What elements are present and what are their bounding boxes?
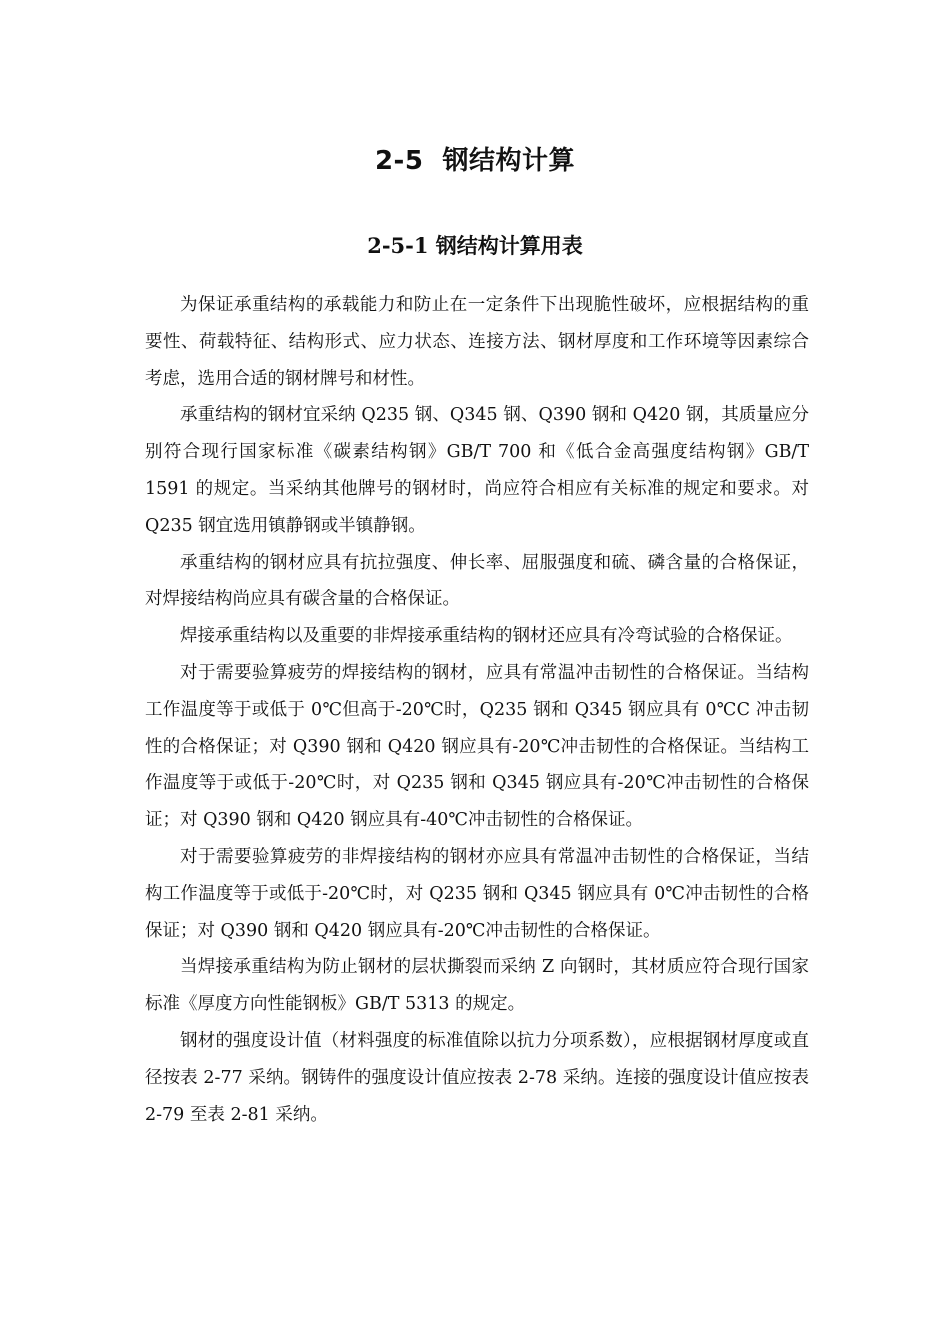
paragraph: 承重结构的钢材宜采纳 Q235 钢、Q345 钢、Q390 钢和 Q420 钢，其质量应分别符合现行国家标准《碳素结构钢》GB/T 700 和《低合金高强度结构钢》GB/T 1591 的规定。当采纳其他牌号的钢材时，尚应符合相应有关标准的规定和要求。对 Q235 钢宜选用镇静钢或半镇静钢。: [145, 405, 809, 536]
paragraph: 承重结构的钢材应具有抗拉强度、伸长率、屈服强度和硫、磷含量的合格保证，对焊接结构尚应具有碳含量的合格保证。: [145, 552, 809, 610]
paragraph: 对于需要验算疲劳的焊接结构的钢材，应具有常温冲击韧性的合格保证。当结构工作温度等于或低于 0℃但高于-20℃时，Q235 钢和 Q345 钢应具有 0℃C 冲击韧性的合格保证；对 Q390 钢和 Q420 钢应具有-20℃冲击韧性的合格保证。当结构工作温度等于或低于-20℃时，对 Q235 钢和 Q345 钢应具有-20℃冲击韧性的合格保证；对 Q390 钢和 Q420 钢应具有-40℃冲击韧性的合格保证。: [145, 662, 809, 831]
paragraph: 焊接承重结构以及重要的非焊接承重结构的钢材还应具有冷弯试验的合格保证。: [180, 626, 793, 647]
paragraph: 当焊接承重结构为防止钢材的层状撕裂而采纳 Z 向钢时，其材质应符合现行国家标准《厚度方向性能钢板》GB/T 5313 的规定。: [145, 957, 809, 1015]
paragraph: 钢材的强度设计值（材料强度的标准值除以抗力分项系数），应根据钢材厚度或直径按表 2-77 采纳。钢铸件的强度设计值应按表 2-78 采纳。连接的强度设计值应按表 2-79 至表 2-81 采纳。: [145, 1030, 809, 1125]
paragraph: 为保证承重结构的承载能力和防止在一定条件下出现脆性破坏，应根据结构的重要性、荷载特征、结构形式、应力状态、连接方法、钢材厚度和工作环境等因素综合考虑，选用合适的钢材牌号和材性。: [145, 295, 809, 389]
body-text: [145, 287, 809, 1133]
section-title: 2-5-1 钢结构计算用表: [367, 233, 583, 258]
paragraph: 对于需要验算疲劳的非焊接结构的钢材亦应具有常温冲击韧性的合格保证，当结构工作温度等于或低于-20℃时，对 Q235 钢和 Q345 钢应具有 0℃冲击韧性的合格保证；对 Q390 钢和 Q420 钢应具有-20℃冲击韧性的合格保证。: [145, 846, 809, 941]
page-title: 2-5 钢结构计算: [374, 146, 576, 176]
